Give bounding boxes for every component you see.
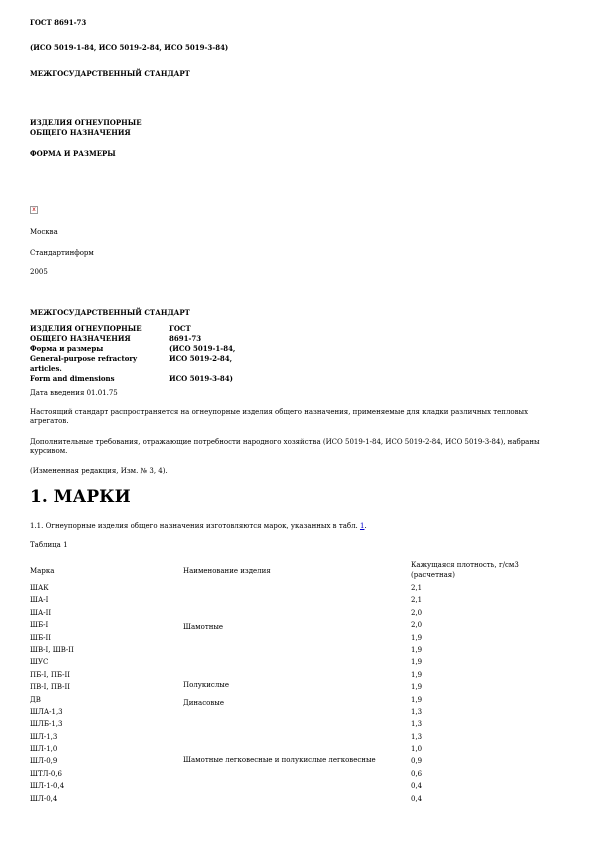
mark-cell: ПВ-I, ПВ-II xyxy=(30,683,70,692)
broken-image-icon: x xyxy=(30,206,38,214)
table-1-link[interactable]: 1 xyxy=(359,522,365,530)
spec-right-cell: 8691-73 xyxy=(169,334,202,343)
mark-cell: ШЛ-1,0 xyxy=(30,745,58,754)
name-lightweight: Шамотные легковесные и полукислые легковесные xyxy=(183,756,376,764)
standard-type: МЕЖГОСУДАРСТВЕННЫЙ СТАНДАРТ xyxy=(30,69,190,78)
density-cell: 1,9 xyxy=(411,683,423,692)
spec-right-cell: ГОСТ xyxy=(169,324,191,333)
spec-right-cell: ИСО 5019-2-84, xyxy=(169,354,233,363)
clause-text: 1.1. Огнеупорные изделия общего назначения изготовляются марок, указанных в табл. xyxy=(30,522,360,530)
header-density-line-1: Кажущаяся плотность, г/см3 xyxy=(411,561,519,569)
name-dinas: Динасовые xyxy=(183,699,224,707)
density-column xyxy=(411,582,422,805)
clause-1-1 xyxy=(30,522,367,531)
spec-standard-type: МЕЖГОСУДАРСТВЕННЫЙ СТАНДАРТ xyxy=(30,308,190,317)
intro-date: Дата введения 01.01.75 xyxy=(30,389,118,397)
mark-cell: ШЛ-0,9 xyxy=(30,757,58,766)
density-cell: 1,9 xyxy=(411,633,423,642)
subtitle: ФОРМА И РАЗМЕРЫ xyxy=(30,149,116,158)
mark-cell: ШТЛ-0,6 xyxy=(30,769,62,778)
header-mark: Марка xyxy=(30,567,55,575)
mark-cell: ША-II xyxy=(30,608,52,617)
spec-header-table xyxy=(30,324,235,384)
density-cell: 1,0 xyxy=(411,745,423,754)
spec-left-cell: Form and dimensions xyxy=(30,374,115,383)
scope-paragraph: Настоящий стандарт распространяется на огнеупорные изделия общего назначения, применяемые для кладки различных тепловых агрегатов. xyxy=(30,408,529,425)
clause-end: . xyxy=(364,522,367,530)
density-cell: 0,6 xyxy=(411,769,423,778)
doc-number: ГОСТ 8691-73 xyxy=(30,18,87,27)
mark-cell: ШЛ-1,3 xyxy=(30,732,58,741)
spec-left-cell: Форма и размеры xyxy=(30,344,104,353)
mark-cell: ШБ-II xyxy=(30,633,52,642)
city: Москва xyxy=(30,228,58,236)
mark-cell: ШБ-I xyxy=(30,621,49,630)
spec-row xyxy=(30,374,235,384)
table-caption: Таблица 1 xyxy=(30,541,68,549)
mark-cell: ШАК xyxy=(30,584,49,592)
year: 2005 xyxy=(30,268,48,276)
mark-cell: ПБ-I, ПБ-II xyxy=(30,670,70,679)
name-chamotte: Шамотные xyxy=(183,623,224,631)
spec-left-cell: ОБЩЕГО НАЗНАЧЕНИЯ xyxy=(30,334,131,343)
density-cell: 1,9 xyxy=(411,658,423,667)
density-cell: 0,4 xyxy=(411,794,423,803)
name-semiacid: Полукислые xyxy=(183,681,230,689)
density-cell: 0,4 xyxy=(411,782,423,791)
density-cell: 2,0 xyxy=(411,608,423,617)
mark-cell: ШВ-I, ШВ-II xyxy=(30,645,74,654)
density-cell: 1,9 xyxy=(411,645,423,654)
mark-cell: ШУС xyxy=(30,658,49,667)
density-cell: 2,0 xyxy=(411,621,423,630)
spec-row xyxy=(30,334,235,344)
publisher: Стандартинформ xyxy=(30,249,94,257)
density-cell: 1,3 xyxy=(411,707,423,716)
marks-column xyxy=(30,582,74,805)
header-density-line-2: (расчетная) xyxy=(411,571,455,579)
density-cell: 2,1 xyxy=(411,584,423,592)
mark-cell: ШЛА-1,3 xyxy=(30,707,63,716)
header-name: Наименование изделия xyxy=(183,567,271,575)
spec-row xyxy=(30,354,235,374)
density-cell: 2,1 xyxy=(411,596,423,605)
density-cell: 1,9 xyxy=(411,670,423,679)
iso-references: (ИСО 5019-1-84, ИСО 5019-2-84, ИСО 5019-3-84) xyxy=(30,43,229,52)
spec-left-cell: ИЗДЕЛИЯ ОГНЕУПОРНЫЕ xyxy=(30,324,142,333)
density-cell: 1,9 xyxy=(411,695,423,704)
section-heading: 1. МАРКИ xyxy=(30,487,131,507)
title-line-1: ИЗДЕЛИЯ ОГНЕУПОРНЫЕ xyxy=(30,118,142,127)
mark-cell: ШЛ-0,4 xyxy=(30,794,58,803)
spec-left-cell: General-purpose refractory articles. xyxy=(30,354,138,373)
additional-requirements-paragraph: Дополнительные требования, отражающие потребности народного хозяйства (ИСО 5019-1-84, ИСО 5019-2-84, ИСО 5019-3-84), набраны курсивом. xyxy=(30,438,540,455)
density-cell: 0,9 xyxy=(411,757,423,766)
density-cell: 1,3 xyxy=(411,720,423,729)
spec-right-cell: (ИСО 5019-1-84, xyxy=(169,344,236,353)
spec-row xyxy=(30,344,235,354)
spec-row xyxy=(30,324,235,334)
mark-cell: ШЛ-1-0,4 xyxy=(30,782,65,791)
title-line-2: ОБЩЕГО НАЗНАЧЕНИЯ xyxy=(30,128,131,137)
mark-cell: ША-I xyxy=(30,596,49,605)
edition-note: (Измененная редакция, Изм. № 3, 4). xyxy=(30,467,168,475)
density-cell: 1,3 xyxy=(411,732,423,741)
spec-right-cell: ИСО 5019-3-84) xyxy=(169,374,233,383)
mark-cell: ШЛБ-1,3 xyxy=(30,720,63,729)
mark-cell: ДВ xyxy=(30,695,41,704)
